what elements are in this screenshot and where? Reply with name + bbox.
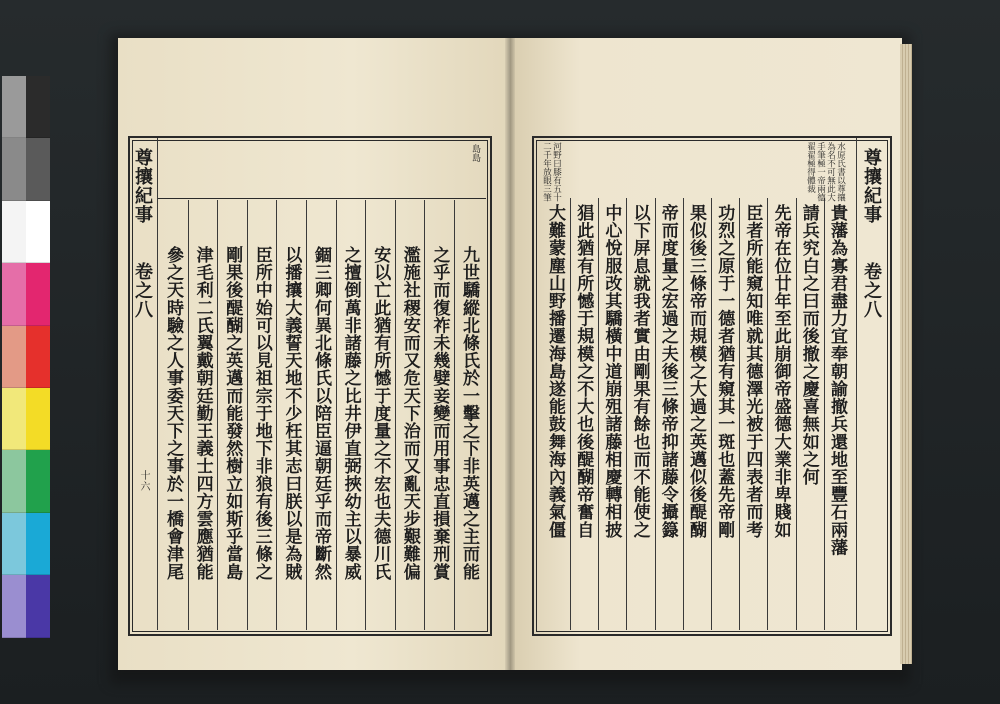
left-text-column: 錮三卿何異北條氏以陪臣逼朝廷乎而帝斷然 [311,246,331,581]
column-rule [824,198,825,630]
margin-note: 水原氏書以尊攘 [835,142,846,202]
right-text-column: 大難蒙塵山野播遷海島遂能鼓舞海內義氣僵 [545,204,565,539]
right-text-column: 果似後三條帝而規模之大過之英邁似後醍醐 [686,204,706,539]
color-patch [2,76,26,138]
column-rule [336,200,337,630]
color-patch [26,575,50,637]
left-folio: 十六 [138,470,149,492]
color-patch [2,575,26,637]
column-rule [424,200,425,630]
left-text-column: 濫施社稷安而又危天下治而又亂天步艱難偏 [399,246,420,581]
left-text-column: 剛果後醍醐之英邁而能發然樹立如斯乎當島 [222,246,243,581]
book-spine [505,38,515,670]
color-patch [26,76,50,138]
color-patch [26,388,50,450]
margin-note: 河野曰膝有五十 [551,142,562,202]
left-text-column: 以播攘大義誓天地不少枉其志曰朕以是為賊 [281,246,302,581]
color-patch [26,138,50,200]
left-fold-volume: 卷之八 [132,262,153,319]
margin-note: 二千年放眼三筆 [541,142,552,202]
color-patch [26,263,50,325]
column-rule [188,200,189,630]
column-rule [217,200,218,630]
column-rule [306,200,307,630]
right-text-column: 猖此猶有所憾于規模之不大也後醍醐帝奮自 [573,204,594,539]
color-patch [2,388,26,450]
head-rule [158,198,486,199]
column-rule [454,200,455,630]
column-rule [655,198,656,630]
fold-rule [856,138,857,630]
color-patch [2,513,26,575]
margin-note: 手筆極一帝兩德 [815,142,826,202]
right-text-column: 請兵究白之曰而後撤之慶喜無如之何 [798,204,819,486]
right-text-column: 帝而度量之宏過之夫後三條帝抑諸藤令攝籙 [657,204,678,539]
color-patch [2,138,26,200]
right-text-column: 以下屏息就我者實由剛果有餘也而不能使之 [629,204,650,539]
color-patch [26,513,50,575]
left-text-column: 之擅倒萬非諸藤之比井伊直弼挾幼主以暴威 [340,246,361,581]
color-patch [2,450,26,512]
column-rule [247,200,248,630]
color-patch [2,326,26,388]
color-patch [2,263,26,325]
color-checker [2,76,50,638]
column-rule [626,198,627,630]
right-text-column: 中心悅服改其驕橫中道崩殂諸藤相慶轉相披 [601,204,622,539]
left-fold-title: 尊攘紀事 [132,148,153,224]
margin-note: 為名不可無此大 [825,142,836,202]
left-text-column: 之乎而復祚未幾嬖妾變而用事忠直損棄刑賞 [429,246,450,581]
right-text-column: 貴藩為寡君盡力宜奉朝諭撤兵還地至豐石兩藩 [827,204,847,556]
column-rule [796,198,797,630]
column-rule [683,198,684,630]
color-patch [26,326,50,388]
color-patch [26,201,50,263]
color-patch [2,201,26,263]
right-text-column: 先帝在位廿年至此崩御帝盛德大業非卑賤如 [770,204,791,539]
left-header-note: 島島 [470,144,480,162]
left-text-column: 安以亡此猶有所憾于度量之不宏也夫德川氏 [370,246,391,581]
left-text-column: 臣所中始可以見祖宗于地下非狼有後三條之 [251,246,272,581]
left-text-column: 九世驕縱北條氏於一擊之下非英邁之主而能 [459,246,479,581]
column-rule [739,198,740,630]
fold-rule [157,138,158,630]
right-fold-title: 尊攘紀事 [861,148,882,224]
column-rule [276,200,277,630]
column-rule [395,200,396,630]
margin-note: 翟翟極得體裁 [805,142,816,193]
right-fold-volume: 卷之八 [861,262,882,319]
left-text-column: 參之天時驗之人事委天下之事於一橋會津尾 [163,246,183,581]
column-rule [598,198,599,630]
right-text-column: 功烈之原于一德者猶有窺其一斑也蓋先帝剛 [714,204,735,539]
column-rule [711,198,712,630]
column-rule [570,198,571,630]
column-rule [767,198,768,630]
left-text-column: 津毛利二氏翼戴朝廷勤王義士四方雲應猶能 [192,246,213,581]
color-patch [26,450,50,512]
page-edges [900,44,912,664]
column-rule [365,200,366,630]
right-text-column: 臣者所能窺知唯就其德澤光被于四表者而考 [742,204,763,539]
